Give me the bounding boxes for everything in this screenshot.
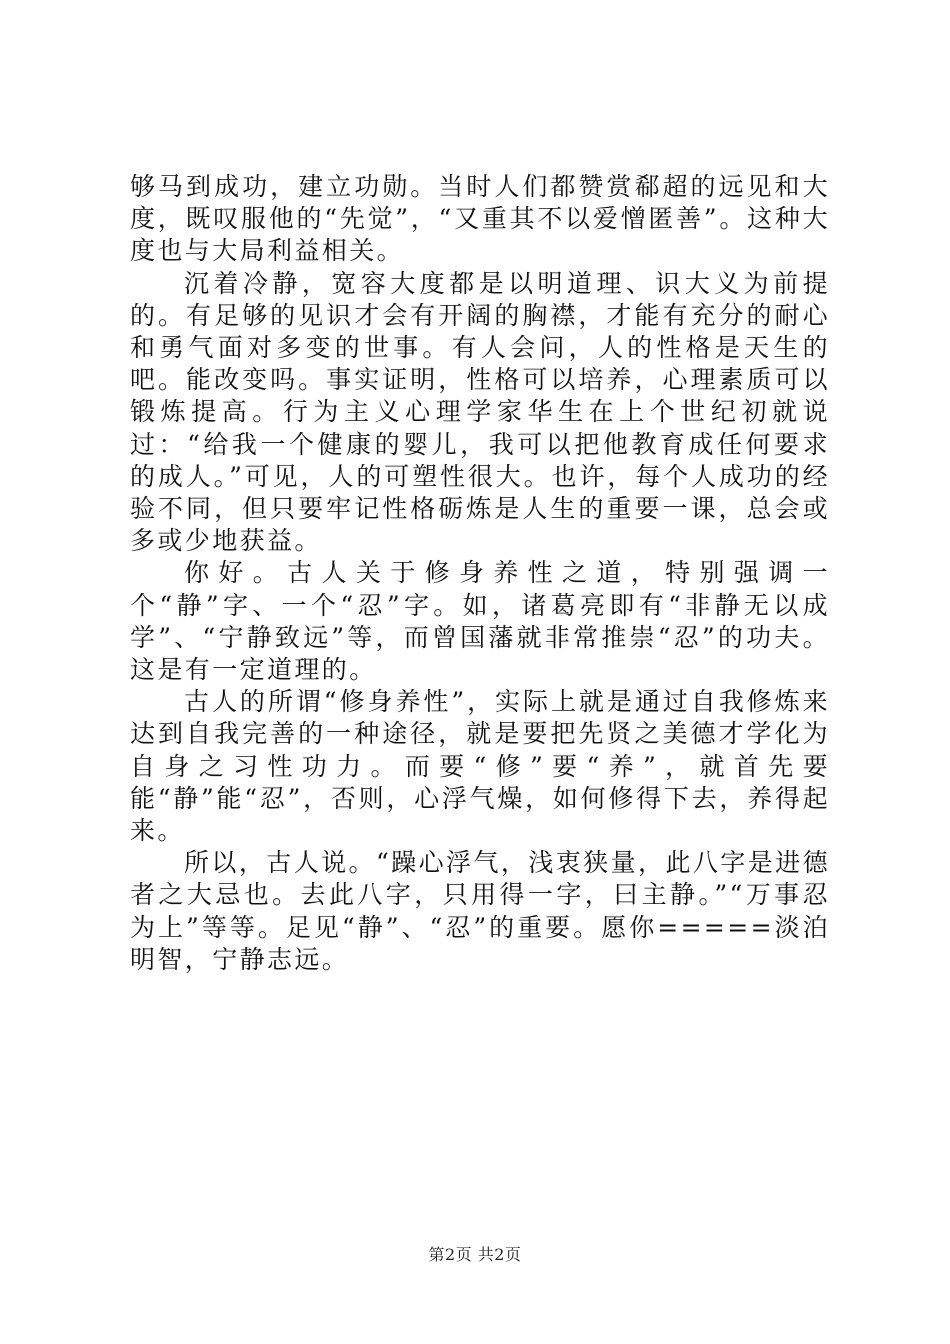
paragraph-3: 你好。古人关于修身养性之道，特别强调一个“静”字、一个“忍”字。如，诸葛亮即有“非静无以成学”、“宁静致远”等，而曾国藩就非常推崇“忍”的功夫。这是有一定道理的。: [130, 558, 830, 685]
paragraph-2: 沉着冷静，宽容大度都是以明道理、识大义为前提的。有足够的见识才会有开阔的胸襟，才能有充分的耐心和勇气面对多变的世事。有人会问，人的性格是天生的吧。能改变吗。事实证明，性格可以培养，心理素质可以锻炼提高。行为主义心理学家华生在上个世纪初就说过：“给我一个健康的婴儿，我可以把他教育成任何要求的成人。”可见，人的可塑性很大。也许，每个人成功的经验不同，但只要牢记性格砺炼是人生的重要一课，总会或多或少地获益。: [130, 268, 830, 556]
paragraph-5: 所以，古人说。“躁心浮气，浅衷狭量，此八字是进德者之大忌也。去此八字，只用得一字，曰主静。”“万事忍为上”等等。足见“静”、“忍”的重要。愿你=====淡泊明智，宁静志远。: [130, 848, 830, 974]
paragraph-1: 够马到成功，建立功勋。当时人们都赞赏郗超的远见和大度，既叹服他的“先觉”，“又重其不以爱憎匿善”。这种大度也与大局利益相关。: [130, 172, 830, 266]
paragraph-4: 古人的所谓“修身养性”，实际上就是通过自我修炼来达到自我完善的一种途径，就是要把先贤之美德才学化为自身之习性功力。而要“修”要“养”，就首先要能“静”能“忍”，否则，心浮气燥，如何修得下去，养得起来。: [130, 687, 830, 846]
document-body: [130, 171, 830, 976]
page-number-footer: 第2页 共2页: [428, 1245, 522, 1264]
